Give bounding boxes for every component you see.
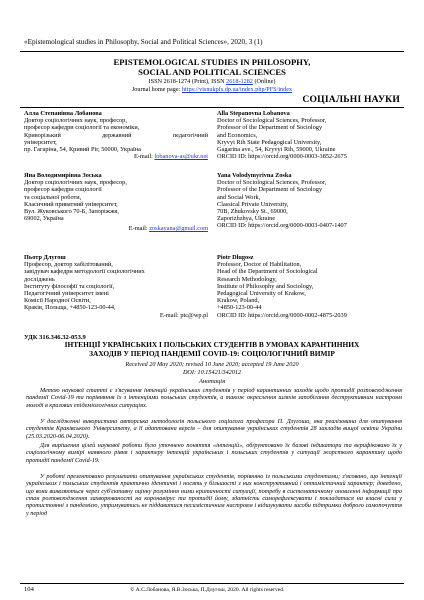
affil-line: Інституту філософії та соціології,	[24, 282, 115, 290]
email-line	[24, 225, 208, 232]
abstract-paragraph: У дослідженні використана авторська методологія польського соціолога професора П. Длугоша, яка реалізована для опитування студентів Краківського Університету, а її адаптована версія – для опитування українських студентів 28 закладів вищої освіти України (25.03.2020-06.04.2020).	[26, 418, 402, 440]
homepage-label: Journal home page:	[131, 86, 182, 93]
affil-line: та соціальної роботи,	[24, 193, 82, 201]
abstract-paragraph: Для вирішення цілей наукової роботи було уточнено поняття «інтенцій», обґрунтовано їх базові індикатори та верифіковано їх у соціологічному вимірі наявного рівня і характеру інтенцій українських і польських студентів у ситуації жорсткого карантину щодо протидії пандемії Covid-19.	[26, 442, 402, 464]
issn-online-suffix: (Online)	[252, 78, 276, 85]
affil-line: Pedagogical University of Krakow,	[217, 290, 306, 298]
article-title-line2: ЗАХОДІВ У ПЕРІОД ПАНДЕМІЇ COVID-19: СОЦІОЛОГІЧНИЙ ВИМІР	[89, 349, 335, 358]
affil-line: професор кафедри соціології	[24, 186, 102, 194]
author-name: Piotr Dlugosz	[217, 254, 254, 261]
issn-print: ISSN 2618-1274 (Print), ISSN	[148, 78, 227, 85]
affil-line: університет,	[24, 138, 57, 146]
affil-line: завідувач кафедри методології соціологічних	[24, 268, 145, 276]
article-dates: Received 20 May 2020; revised 10 June 2020; accepted 19 June 2020	[125, 361, 299, 368]
affil-line: Doctor of Sociological Sciences, Professor,	[217, 179, 327, 187]
affil-line: Research Methodology,	[217, 275, 277, 283]
section-rule	[20, 107, 404, 108]
author-name: Yana Volodymyrivna Zoska	[217, 172, 292, 179]
abstract-heading: Анотація	[198, 378, 226, 385]
affil-line: Doctor of Sociological Sciences, Professor,	[217, 117, 327, 125]
affil-line: Zaporizhzhya, Ukraine	[217, 215, 276, 223]
affil-line: 70B, Zhukovsky St., 69000,	[217, 208, 288, 216]
orcid-line[interactable]: ORCID ID: https://orcid.org/0000-0003-3852-2675	[217, 153, 347, 161]
issn-line	[0, 78, 424, 85]
issn-online-link[interactable]: 2618-1282	[226, 78, 253, 85]
affil-line: Professor of the Department of Sociology	[217, 186, 323, 194]
affil-line: Професор, доктор хабілітований,	[24, 261, 113, 269]
running-header: «Epistemological studies in Philosophy, Social and Political Sciences», 2020, 3 (1)	[24, 38, 263, 46]
author-block-en-3	[217, 254, 402, 319]
orcid-line[interactable]: ORCID ID: https://orcid.org/0000-0002-4875-2039	[217, 311, 347, 319]
homepage-link[interactable]: https://visnukpfs.dp.ua/index.php/PFS/index	[181, 86, 293, 93]
abstract-paragraph: У роботі презентовано результати опитування українських студентів, порівняно із польськими студентами; з'ясовано, що інтенції українських і польських студентів практично ідентичні і носять у більшості з них конструктивний і оптимістичний характер; доведено, що вони виявляються через суб'єктивну оцінку розуміння ними критичності ситуації, потребу в систематичному оновленні інформації про стан розповсюдження захворюваності на коронавірус та протидії йому, здатність саморефлексувати і покладатися на власні сили у протистоянні з пандемією, утримуватись не піддаватися песимістичним настроям і відшукувати засоби підтримки доброго самопочуття у період	[26, 473, 402, 517]
author-block-en-2	[217, 172, 402, 230]
header-rule	[20, 51, 404, 52]
affil-line: Криворізький державний педагогічний	[24, 131, 208, 139]
footer-copyright: © А.С.Лобанова, Я.В.Зоська, П.Длугош, 2020. All rights reserved.	[130, 587, 285, 593]
author-block-en-1	[217, 110, 402, 160]
affil-line: Вул. Жуковського 70-Б, Запоріжжя,	[24, 208, 119, 216]
affil-line: Krakow, Poland,	[217, 297, 260, 305]
affil-line: Head of the Department of Sociological	[217, 268, 318, 276]
author-name: Alla Stepanovna Lobanova	[217, 110, 290, 117]
affil-line: Доктор соціологічних наук, професор,	[24, 179, 127, 187]
author-block-uk-2	[24, 172, 208, 233]
journal-title-line1: EPISTEMOLOGICAL STUDIES IN PHILOSOPHY,	[113, 57, 311, 67]
author-block-uk-1	[24, 110, 208, 160]
email-link[interactable]: zoskayana@gmail.com	[149, 225, 208, 233]
affil-line: Professor, Doctor of Habilitation,	[217, 261, 302, 269]
affil-line: Classical Private University,	[217, 200, 289, 208]
affil-line: Класичний приватний університет,	[24, 200, 118, 208]
email-label: E-mail:	[133, 153, 155, 161]
email-line	[24, 312, 208, 319]
affil-line: Комісії Народної Освіти,	[24, 297, 91, 305]
email-link[interactable]: lobanova-as@ukr.net	[154, 153, 208, 161]
email-value: ptc@wp.pl	[180, 311, 208, 319]
author-name: Яна Володимирівна Зоська	[24, 172, 102, 179]
affil-line: досліджень	[24, 275, 55, 283]
affil-line: Gagarina ave., 54, Kryvyi Rih, 59000, Ukraine	[217, 146, 336, 154]
affil-line: 69002, Україна	[24, 215, 64, 223]
homepage-line	[0, 86, 424, 93]
email-label: E-mail:	[128, 225, 150, 233]
journal-title-line2: SOCIAL AND POLITICAL SCIENCES	[138, 67, 286, 77]
affil-line: професор кафедри соціології та економіки,	[24, 124, 140, 132]
section-title: СОЦІАЛЬНІ НАУКИ	[302, 94, 400, 105]
affil-line: Доктор соціологічних наук, професор,	[24, 117, 127, 125]
affil-line: Краків, Польща, +4850-123-00-44,	[24, 304, 116, 312]
affil-line: Kryvyi Rih State Pedagogical University,	[217, 138, 322, 146]
author-block-uk-3	[24, 254, 208, 319]
affil-line: Professor of the Department of Sociology	[217, 124, 323, 132]
footer-rule	[20, 583, 404, 584]
affil-line: and Social Work,	[217, 193, 261, 201]
affil-line: +4850-123-00-44	[217, 304, 262, 312]
affil-line: and Economics,	[217, 131, 258, 139]
article-doi: DOI: 10.15421/342012	[182, 369, 242, 376]
abstract-paragraph: Метою наукової статті є з'ясування інтенцій українських студентів у період карантинних заходів щодо протидії розповсюдження пандемії Covid-19 та порівняння їх з інтенціями польських студентів, а також окреслення шляхів запобігання деструктивним настроям молоді в кризових епідеміологічних ситуаціях.	[26, 387, 402, 409]
article-title-line1: ІНТЕНЦІЇ УКРАЇНСЬКИХ І ПОЛЬСЬКИХ СТУДЕНТІВ В УМОВАХ КАРАНТИННИХ	[64, 340, 360, 349]
affil-line: Педагогічний університет імені	[24, 290, 109, 298]
email-label: E-mail:	[159, 311, 181, 319]
author-name: Алла Степанівна Лобанова	[24, 110, 102, 117]
author-name: Пьотр Длугош	[24, 254, 66, 261]
email-line	[24, 153, 208, 160]
affil-line: пр. Гагаріна, 54, Кривий Ріг, 50000, Україна	[24, 146, 141, 154]
affil-line: Institute of Philosophy and Sociology,	[217, 282, 314, 290]
orcid-line[interactable]: ORCID ID: https://orcid.org/0000-0003-0407-1407	[217, 222, 347, 230]
udk-code: УДК 316.346.32-053.9	[24, 334, 86, 341]
page-number: 104	[24, 586, 34, 593]
